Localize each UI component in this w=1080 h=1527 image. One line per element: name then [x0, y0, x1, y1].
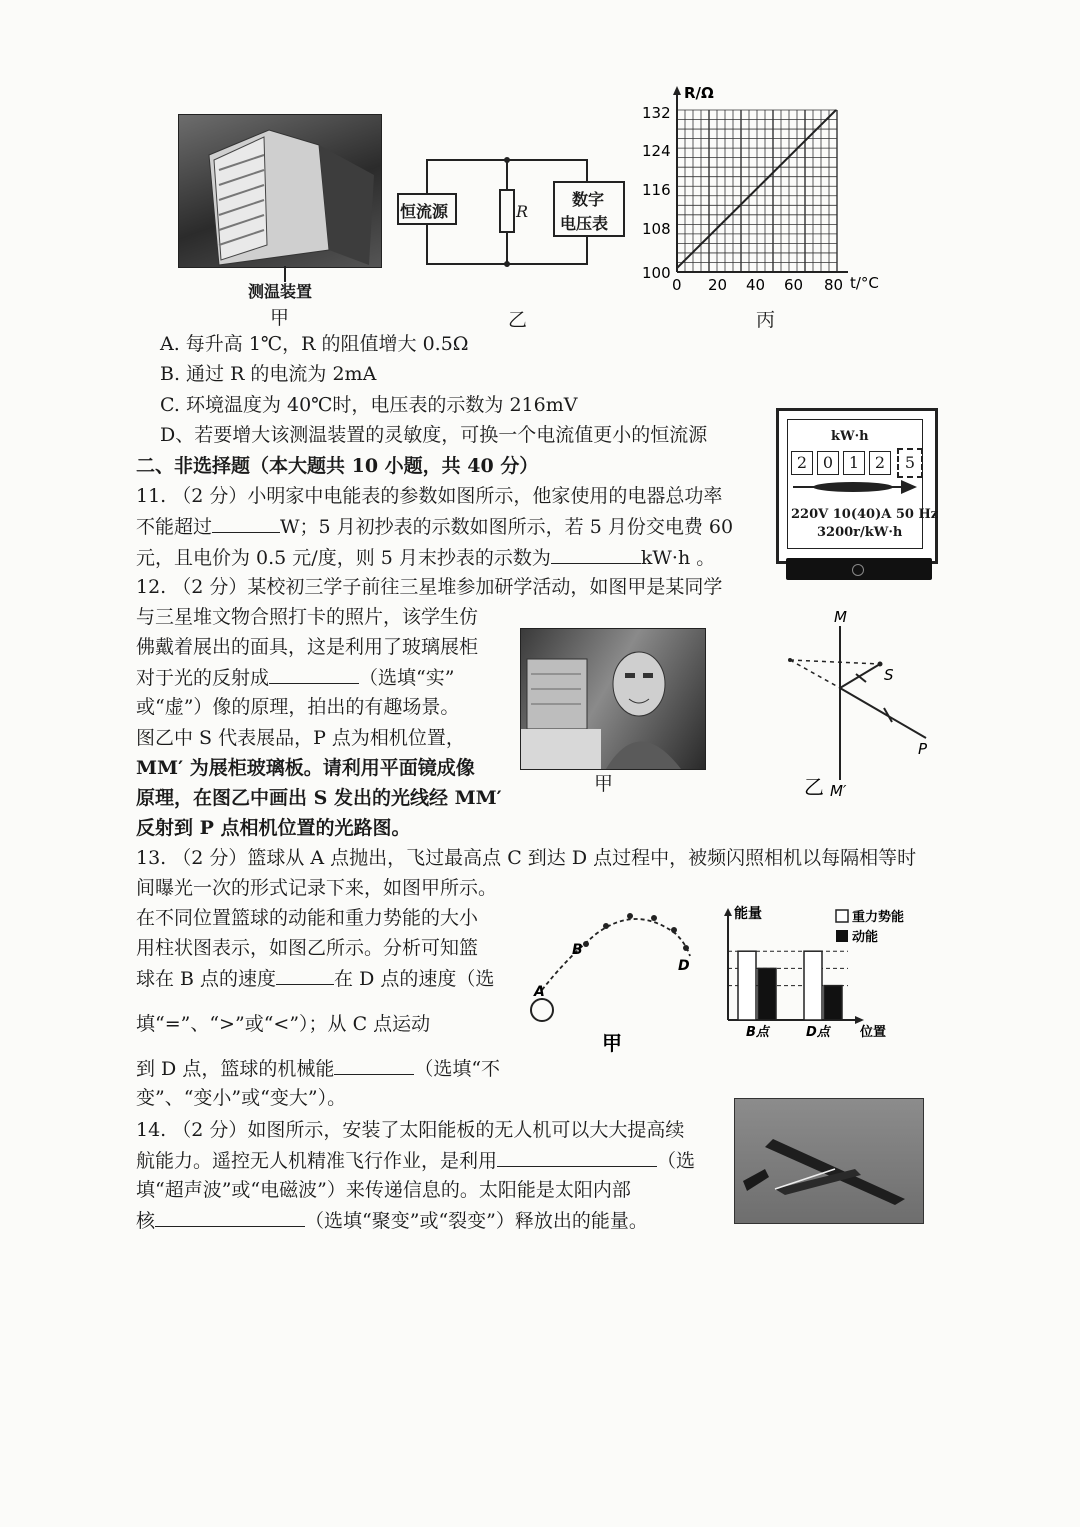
q14-text-d: （选填“聚变”或“裂变”）释放出的能量。 — [305, 1210, 648, 1232]
meter-digit: 2 — [791, 451, 813, 475]
q12-line-7: MM′ 为展柜玻璃板。请利用平面镜成像 — [136, 757, 475, 779]
resistor-label: R — [516, 202, 529, 221]
option-c: C. 环境温度为 40℃时，电压表的示数为 216mV — [160, 394, 578, 416]
meter-spec-2: 3200r/kW·h — [817, 525, 903, 540]
x-tick: 80 — [824, 276, 844, 294]
q12-line-9: 反射到 P 点相机位置的光路图。 — [136, 817, 411, 839]
meter-digit: 0 — [817, 451, 839, 475]
x-tick: 60 — [784, 276, 804, 294]
q14-text-b: （选 — [657, 1150, 696, 1172]
q12-text-b: （选填“实” — [359, 667, 455, 689]
meter-label-1: 数字 — [572, 190, 605, 209]
q11-text-c: 元，且电价为 0.5 元/度，则 5 月末抄表的示数为 — [136, 547, 551, 569]
sanxingdui-photo — [520, 628, 706, 770]
q13-text-c: 到 D 点，篮球的机械能 — [136, 1058, 335, 1080]
y-tick: 100 — [642, 264, 671, 282]
figure-label-jia: 甲 — [270, 307, 290, 329]
q13-line-5 — [136, 966, 494, 991]
q13-line-4: 用柱状图表示，如图乙所示。分析可知篮 — [136, 937, 479, 959]
x-category-d: D点 — [806, 1025, 830, 1040]
point-m: M — [834, 608, 847, 626]
weather-box-photo — [178, 114, 382, 268]
q14-line-2 — [136, 1148, 695, 1173]
q12-line-2: 与三星堆文物合照打卡的照片，该学生仿 — [136, 606, 479, 628]
x-tick: 20 — [708, 276, 728, 294]
x-axis-title: 位置 — [860, 1025, 887, 1040]
meter-disc-arrow — [791, 477, 921, 497]
q12-text-a: 对于光的反射成 — [136, 667, 270, 689]
meter-base — [786, 558, 932, 580]
y-tick: 108 — [642, 220, 671, 238]
y-axis-title: R/Ω — [684, 84, 714, 102]
y-tick: 124 — [642, 142, 671, 160]
meter-label-2: 电压表 — [560, 214, 609, 233]
trajectory-path — [542, 919, 690, 990]
meter-digit-decimal: 5 — [897, 448, 923, 478]
drone-photo — [734, 1098, 924, 1224]
point-m-prime: M′ — [830, 782, 847, 800]
q12-line-4 — [136, 665, 454, 690]
energy-bar — [758, 968, 776, 1020]
energy-bar — [824, 986, 842, 1020]
dashed-normal — [790, 660, 880, 664]
q14-blank-wave[interactable] — [497, 1148, 657, 1167]
y-tick: 116 — [642, 181, 671, 199]
point-d: D — [678, 958, 690, 974]
q14-text-a: 航能力。遥控无人机精准飞行作业，是利用 — [136, 1150, 498, 1172]
energy-bar — [804, 951, 822, 1020]
resistance-temperature-graph — [636, 82, 896, 296]
q12-blank-image[interactable] — [269, 665, 359, 684]
q12-fig-yi-label: 乙 — [804, 775, 824, 799]
q13-text-b: 在 D 点的速度（选 — [334, 968, 495, 990]
energy-bar — [738, 951, 756, 1020]
x-axis-title: t/°C — [850, 274, 879, 292]
q12-line-6: 图乙中 S 代表展品，P 点为相机位置， — [136, 727, 465, 749]
q12-line-5: 或“虚”）像的原理，拍出的有趣场景。 — [136, 696, 460, 718]
q12-line-3: 佛戴着展出的面具，这是利用了玻璃展柜 — [136, 636, 479, 658]
basketball-trajectory — [526, 904, 706, 1054]
q14-line-1: 14. （2 分）如图所示，安装了太阳能板的无人机可以大大提高续 — [136, 1119, 685, 1141]
energy-y-title: 能量 — [734, 906, 762, 922]
legend-kinetic: 动能 — [852, 930, 879, 945]
y-tick: 132 — [642, 104, 671, 122]
q13-fig-jia-label: 甲 — [602, 1031, 622, 1054]
section-title: 二、非选择题（本大题共 10 小题，共 40 分） — [136, 455, 539, 477]
figure-label-yi: 乙 — [508, 309, 528, 331]
option-a: A. 每升高 1℃，R 的阻值增大 0.5Ω — [160, 333, 469, 355]
mirror-diagram — [770, 604, 950, 804]
option-b: B. 通过 R 的电流为 2mA — [160, 363, 377, 385]
q13-line-2: 间曝光一次的形式记录下来，如图甲所示。 — [136, 877, 498, 899]
q11-text-b: W；5 月初抄表的示数如图所示，若 5 月份交电费 60 — [280, 516, 734, 538]
point-s: S — [884, 666, 894, 684]
x-tick: 0 — [672, 276, 682, 294]
q11-line-3 — [136, 545, 715, 570]
q13-line-3: 在不同位置篮球的动能和重力势能的大小 — [136, 907, 479, 929]
point-a: A — [534, 984, 545, 1000]
q11-blank-power[interactable] — [212, 514, 280, 533]
q13-text-d: （选填“不 — [414, 1058, 501, 1080]
point-p: P — [918, 740, 928, 758]
q13-line-7 — [136, 1056, 500, 1081]
energy-bar-chart — [708, 902, 938, 1042]
x-category-b: B点 — [746, 1025, 769, 1040]
photo-caption: 测温装置 — [248, 282, 313, 301]
figure-label-bing: 丙 — [756, 309, 776, 331]
q11-text-d: kW·h 。 — [640, 547, 716, 569]
basketball — [531, 999, 553, 1021]
meter-digit: 2 — [869, 451, 891, 475]
q11-line-2 — [136, 514, 733, 539]
q13-text-a: 球在 B 点的速度 — [136, 968, 277, 990]
q13-line-8: 变”、“变小”或“变大”）。 — [136, 1087, 347, 1109]
q11-blank-reading[interactable] — [551, 545, 641, 564]
electricity-meter — [776, 408, 938, 564]
q12-line-1: 12. （2 分）某校初三学子前往三星堆参加研学活动，如图甲是某同学 — [136, 576, 723, 598]
q11-text-a: 不能超过 — [136, 516, 213, 538]
q14-blank-fusion[interactable] — [155, 1208, 305, 1227]
dashed-virtual-ray — [790, 660, 840, 688]
q14-text-c: 核 — [136, 1210, 156, 1232]
option-d: D、若要增大该测温装置的灵敏度，可换一个电流值更小的恒流源 — [160, 424, 708, 446]
q13-blank-speed[interactable] — [276, 966, 334, 985]
x-tick: 40 — [746, 276, 766, 294]
reflected-ray — [840, 688, 926, 738]
legend-potential: 重力势能 — [852, 910, 905, 925]
meter-spec-1: 220V 10(40)A 50 Hz — [791, 507, 939, 522]
meter-digit: 1 — [843, 451, 865, 475]
q13-line-6: 填“=”、“>”或“<”）；从 C 点运动 — [136, 1013, 431, 1035]
q14-line-3: 填“超声波”或“电磁波”）来传递信息的。太阳能是太阳内部 — [136, 1179, 631, 1201]
q11-line-1: 11. （2 分）小明家中电能表的参数如图所示，他家使用的电器总功率 — [136, 485, 723, 507]
q14-line-4 — [136, 1208, 648, 1233]
q13-blank-energy[interactable] — [334, 1056, 414, 1075]
meter-unit: kW·h — [831, 429, 869, 444]
source-label: 恒流源 — [400, 202, 449, 221]
q13-line-1: 13. （2 分）篮球从 A 点抛出，飞过最高点 C 到达 D 点过程中，被频闪照相机以每隔相等时 — [136, 847, 917, 869]
point-b: B — [572, 942, 583, 958]
q12-fig-jia-label: 甲 — [594, 773, 614, 795]
q12-line-8: 原理，在图乙中画出 S 发出的光线经 MM′ — [136, 787, 502, 809]
